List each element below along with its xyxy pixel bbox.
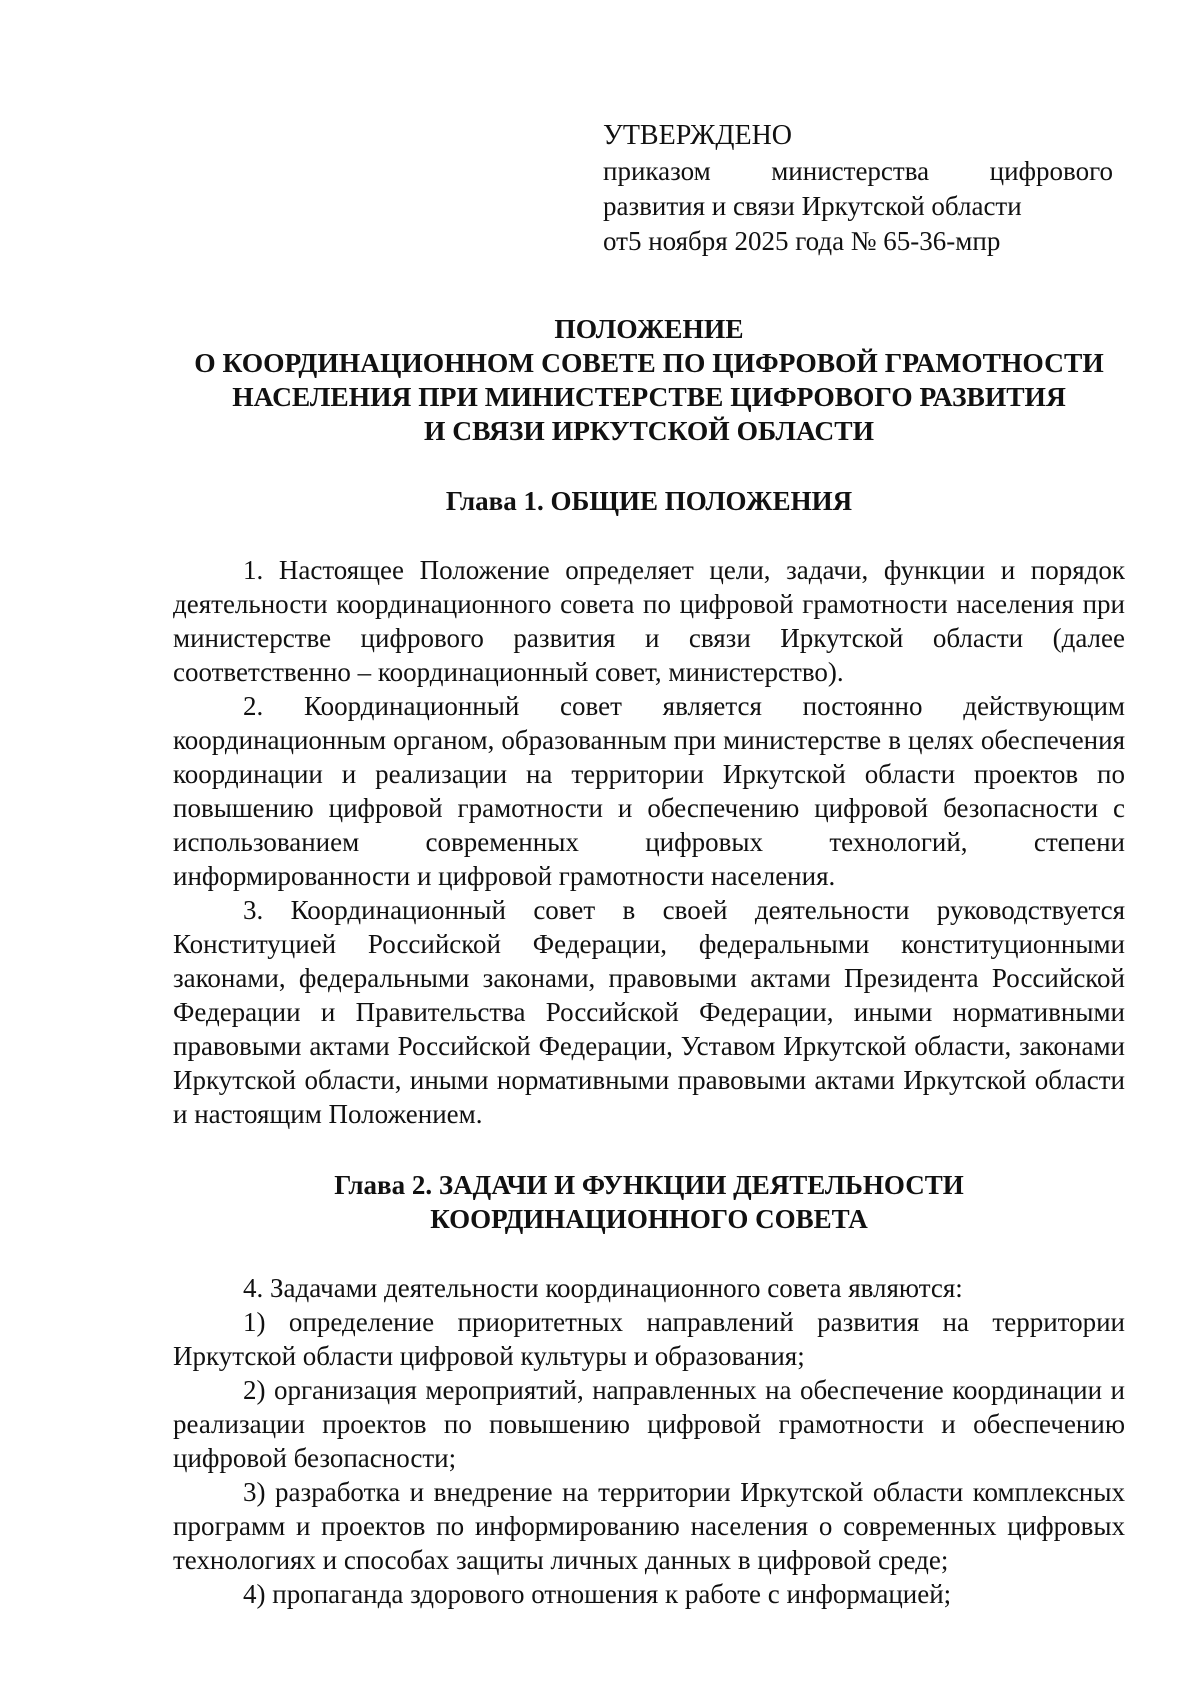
document-title-line: О КООРДИНАЦИОННОМ СОВЕТЕ ПО ЦИФРОВОЙ ГРАМОТНОСТИ <box>194 347 1104 378</box>
chapter-1-heading: Глава 1. ОБЩИЕ ПОЛОЖЕНИЯ <box>445 486 853 516</box>
approval-ministry-line: развития и связи Иркутской области <box>603 191 1022 221</box>
approval-date-number-line: от5 ноября 2025 года № 65-36-мпр <box>603 226 1001 256</box>
chapter-1-paragraph-2: 2. Координационный совет является постоянно действующим координационным органом, образованным при министерстве в целях обеспечения координации и реализации на территории Иркутской области проектов по повышению цифровой грамотности и обеспечению цифровой безопасности с использованием современных цифровых технологий, степени информированности и цифровой грамотности населения. <box>173 691 1125 891</box>
chapter-2-heading-line: КООРДИНАЦИОННОГО СОВЕТА <box>430 1204 868 1234</box>
chapter-1-paragraph-1: 1. Настоящее Положение определяет цели, задачи, функции и порядок деятельности координационного совета по цифровой грамотности населения при министерстве цифрового развития и связи Иркутской области (далее соответственно – координационный совет, министерство). <box>173 555 1125 687</box>
document-title <box>173 312 1125 448</box>
chapter-2-heading <box>173 1168 1125 1236</box>
chapter-2-task-2: 2) организация мероприятий, направленных на обеспечение координации и реализации проектов по повышению цифровой грамотности и обеспечению цифровой безопасности; <box>173 1375 1125 1473</box>
chapter-2-task-1: 1) определение приоритетных направлений развития на территории Иркутской области цифровой культуры и образования; <box>173 1307 1125 1371</box>
document-title-line: НАСЕЛЕНИЯ ПРИ МИНИСТЕРСТВЕ ЦИФРОВОГО РАЗВИТИЯ <box>232 381 1066 412</box>
document-title-line: И СВЯЗИ ИРКУТСКОЙ ОБЛАСТИ <box>423 415 875 446</box>
chapter-2-task-3: 3) разработка и внедрение на территории Иркутской области комплексных программ и проектов по информированию населения о современных цифровых технологиях и способах защиты личных данных в цифровой среде; <box>173 1477 1125 1575</box>
chapter-2-heading-line: Глава 2. ЗАДАЧИ И ФУНКЦИИ ДЕЯТЕЛЬНОСТИ <box>334 1170 964 1200</box>
approval-block <box>603 118 1113 259</box>
approval-title: УТВЕРЖДЕНО <box>603 120 793 151</box>
document-title-line: ПОЛОЖЕНИЕ <box>554 313 744 344</box>
document-content <box>173 312 1125 1611</box>
chapter-2-tasks-intro: 4. Задачами деятельности координационного совета являются: <box>243 1273 963 1303</box>
approval-order-line: приказом министерства цифрового <box>603 156 1113 186</box>
chapter-2-task-4: 4) пропаганда здорового отношения к работе с информацией; <box>243 1579 952 1609</box>
chapter-1-paragraph-3: 3. Координационный совет в своей деятельности руководствуется Конституцией Российской Федерации, федеральными конституционными законами, федеральными законами, правовыми актами Президента Российской Федерации и Правительства Российской Федерации, иными нормативными правовыми актами Российской Федерации, Уставом Иркутской области, законами Иркутской области, иными нормативными правовыми актами Иркутской области и настоящим Положением. <box>173 895 1125 1129</box>
